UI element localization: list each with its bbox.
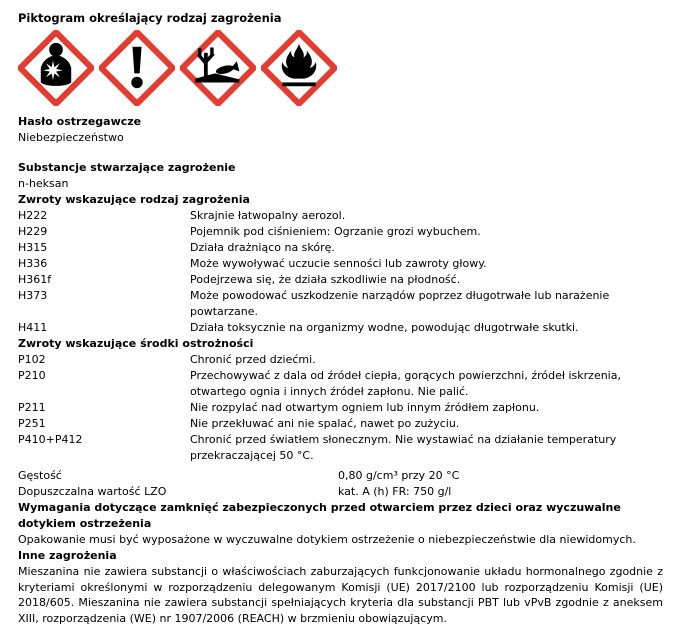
closures-text: Opakowanie musi być wyposażone w wyczuwalne dotykiem ostrzeżenie o niebezpieczeństwie dla niewidomych.: [18, 533, 636, 546]
precautionary-text: Nie przekłuwać ani nie spalać, nawet po zużyciu.: [190, 417, 460, 430]
precautionary-statement-row: [18, 416, 663, 432]
precautionary-text: Przechowywać z dala od źródeł ciepła, gorących powierzchni, źródeł iskrzenia, otwartego ognia i innych źródeł zapłonu. Nie palić.: [190, 369, 621, 398]
precautionary-code: P210: [18, 369, 46, 382]
hazard-code: H336: [18, 257, 48, 270]
other-hazards-text: Mieszanina nie zawiera substancji o właściwościach zaburzających funkcjonowanie układu hormonalnego zgodnie z kryteriami określonymi w rozporządzeniu delegowanym Komisji (UE) 2017/2100 lub rozporządzeniu Komisji (UE) 2018/605. Mieszanina nie zawiera substancji spełniających kryteria dla substancji PBT lub vPvB zgodnie z aneksem XIII, rozporządzenia (WE) nr 1907/2006 (REACH) w brzmieniu obowiązującym.: [18, 565, 663, 625]
other-hazards-heading: Inne zagrożenia: [18, 549, 117, 562]
hazard-text: Skrajnie łatwopalny aerozol.: [190, 209, 346, 222]
closures-heading: Wymagania dotyczące zamknięć zabezpieczonych przed otwarciem przez dzieci oraz wyczuwalne dotykiem ostrzeżenia: [18, 501, 621, 530]
ghs02-flame-icon: [261, 30, 337, 106]
precautionary-statement-row: [18, 368, 663, 400]
hazard-code: H411: [18, 321, 48, 334]
precautionary-statement-row: [18, 352, 663, 368]
hazard-text: Podejrzewa się, że działa szkodliwie na płodność.: [190, 273, 461, 286]
precautionary-code: P410+P412: [18, 433, 83, 446]
property-label: Dopuszczalna wartość LZO: [18, 485, 167, 498]
hazard-text: Może powodować uszkodzenie narządów poprzez długotrwałe lub narażenie powtarzane.: [190, 289, 610, 318]
hazard-statement-row: [18, 224, 663, 240]
hazard-statement-row: [18, 288, 663, 320]
hazard-statement-row: [18, 256, 663, 272]
precautionary-statement-row: [18, 400, 663, 416]
hazard-code: H229: [18, 225, 48, 238]
pictogram-row: [18, 30, 663, 106]
ghs07-exclamation-mark-icon: [99, 30, 175, 106]
hazard-text: Działa drażniąco na skórę.: [190, 241, 335, 254]
hazard-code: H222: [18, 209, 48, 222]
property-row: [18, 468, 663, 484]
pictogram-section-title: Piktogram określający rodzaj zagrożenia: [18, 11, 282, 25]
precautionary-text: Chronić przed światłem słonecznym. Nie wystawiać na działanie temperatury przekraczającej 50 °C.: [190, 433, 617, 462]
precautionary-code: P251: [18, 417, 46, 430]
substances-heading: Substancje stwarzające zagrożenie: [18, 161, 236, 174]
hazard-code: H373: [18, 289, 48, 302]
precautionary-text: Chronić przed dziećmi.: [190, 353, 316, 366]
signal-word-value: Niebezpieczeństwo: [18, 131, 124, 144]
hazard-text: Pojemnik pod ciśnieniem: Ogrzanie grozi wybuchem.: [190, 225, 481, 238]
hazard-code: H315: [18, 241, 48, 254]
property-row: [18, 484, 663, 500]
substances-value: n-heksan: [18, 177, 69, 190]
hazard-statement-row: [18, 208, 663, 224]
property-value: 0,80 g/cm³ przy 20 °C: [338, 469, 460, 482]
hazard-statement-row: [18, 320, 663, 336]
property-label: Gęstość: [18, 469, 62, 482]
precautionary-statement-row: [18, 432, 663, 464]
ghs09-environment-icon: [180, 30, 256, 106]
hazard-statements-heading: Zwroty wskazujące rodzaj zagrożenia: [18, 193, 250, 206]
hazard-text: Może wywoływać uczucie senności lub zawroty głowy.: [190, 257, 487, 270]
signal-word-heading: Hasło ostrzegawcze: [18, 115, 142, 128]
hazard-text: Działa toksycznie na organizmy wodne, powodując długotrwałe skutki.: [190, 321, 579, 334]
hazard-statement-row: [18, 272, 663, 288]
property-value: kat. A (h) FR: 750 g/l: [338, 485, 452, 498]
hazard-statement-row: [18, 240, 663, 256]
precautionary-statements-heading: Zwroty wskazujące środki ostrożności: [18, 337, 254, 350]
precautionary-text: Nie rozpylać nad otwartym ogniem lub innym źródłem zapłonu.: [190, 401, 540, 414]
ghs08-health-hazard-icon: [18, 30, 94, 106]
hazard-code: H361f: [18, 273, 52, 286]
precautionary-code: P211: [18, 401, 46, 414]
precautionary-code: P102: [18, 353, 46, 366]
